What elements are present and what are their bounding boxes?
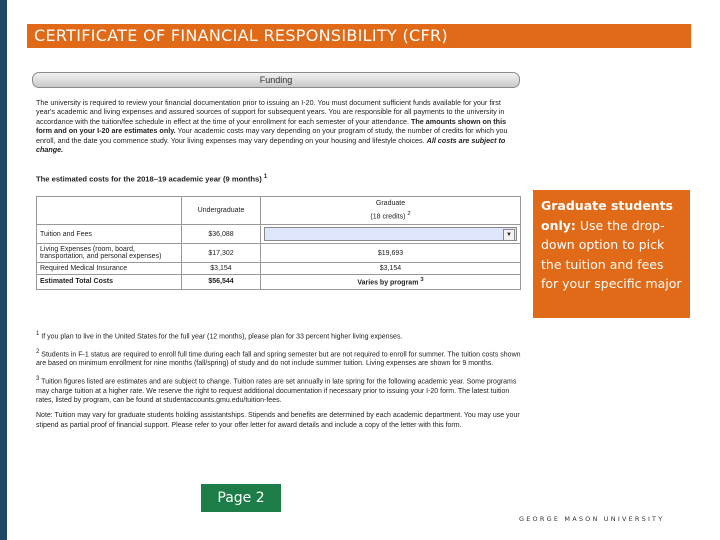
footnote-ref-1: 1	[263, 174, 268, 180]
intro-bold-text: The amounts shown on this form and on your I-20 are estimates only.	[36, 116, 507, 136]
grad-value: Varies by program	[357, 279, 419, 287]
row-label: Tuition and Fees	[37, 225, 182, 244]
col-header-undergraduate: Undergraduate	[182, 197, 261, 225]
table-header-row	[37, 197, 521, 225]
table-header-blank	[37, 197, 182, 225]
section-title-funding: Funding	[32, 72, 520, 88]
intro-text-2: Your academic costs may vary depending on your program of study, the number of credits for which you enroll, and the date you commence study. Your living expenses may vary depending on your housing and lifestyle choices.	[36, 126, 508, 145]
undergrad-value: $56,544	[182, 275, 261, 289]
footnote-1	[36, 330, 526, 342]
table-row	[37, 263, 521, 275]
footnote-3-marker: 3	[36, 375, 40, 382]
table-row-total	[37, 275, 521, 289]
footnote-1-text: If you plan to live in the United States for the full year (12 months), please plan for 33 percent higher living expenses.	[41, 333, 403, 341]
footnote-ref-2: 2	[407, 211, 411, 217]
footnote-2-text: Students in F-1 status are required to enroll full time during each fall and spring semester but are not required to enroll for summer. The tuition costs shown are based on minimum enrollment for nine months (fall/spring) of study and do not include summer tuition. Living expenses are shown for 9 months.	[36, 351, 521, 368]
footnotes	[36, 330, 526, 436]
grad-tuition-cell	[261, 225, 521, 244]
row-label: Living Expenses (room, board, transportation, and personal expenses)	[37, 244, 182, 263]
grad-value: $3,154	[261, 263, 521, 275]
left-accent-bar	[0, 0, 7, 540]
col-header-graduate	[261, 197, 521, 225]
row-label: Required Medical Insurance	[37, 263, 182, 275]
footnote-3-text: Tuition figures listed are estimates and are subject to change. Tuition rates are set annually in late spring for the following academic year. Some programs may charge tuition at a higher rate. We reserve the right to request additional documentation if necessary prior to issuing your I-20 form. The latest tuition rates, listed by program, can be found at studentaccounts.gmu.edu/tuition-fees.	[36, 378, 517, 405]
cost-table	[36, 196, 521, 290]
intro-paragraph	[36, 98, 520, 154]
footnote-ref-3: 3	[420, 277, 424, 284]
footnote-2-marker: 2	[36, 348, 40, 355]
undergrad-value: $36,088	[182, 225, 261, 244]
graduate-tuition-dropdown[interactable]	[264, 227, 517, 241]
footer-university-name: GEORGE MASON UNIVERSITY	[519, 515, 665, 523]
table-row	[37, 225, 521, 244]
grad-value: $19,693	[261, 244, 521, 263]
chevron-down-icon[interactable]: ▼	[503, 229, 515, 241]
page-number-badge: Page 2	[201, 484, 281, 512]
page-title: CERTIFICATE OF FINANCIAL RESPONSIBILITY (CFR)	[27, 24, 691, 48]
footnote-3	[36, 375, 526, 406]
callout-bold-text: Graduate students only:	[541, 198, 674, 233]
undergrad-value: $17,302	[182, 244, 261, 263]
intro-text: The university is required to review your financial documentation prior to issuing an I-20. You must document sufficient funds available for your first year's academic and living expenses and assured sources of support for subsequent years. You are responsible for all payments to the university in accordance with the tuition/fee schedule in effect at the time of your enrollment for each semester of your attendance.	[36, 98, 505, 126]
col-header-graduate-credits: (18 credits)	[370, 213, 406, 221]
estimated-costs-heading	[36, 174, 267, 184]
table-row	[37, 244, 521, 263]
grad-total-cell	[261, 275, 521, 289]
graduate-instructions-callout	[533, 190, 690, 318]
estimated-costs-heading-text: The estimated costs for the 2018–19 academic year (9 months)	[36, 174, 262, 184]
footnote-2	[36, 348, 526, 369]
cfr-document	[32, 68, 532, 468]
footnote-1-marker: 1	[36, 331, 40, 337]
col-header-graduate-label: Graduate	[375, 200, 406, 207]
intro-bold-italic-text: All costs are subject to change.	[36, 135, 506, 155]
row-label: Estimated Total Costs	[37, 275, 182, 289]
callout-text: Use the drop-down option to pick the tuition and fees for your specific major	[541, 217, 682, 291]
assistantship-note: Note: Tuition may vary for graduate students holding assistantships. Stipends and benefits are determined by each academic department. You may use your stipend as partial proof of financial support. Please refer to your offer letter for award details and include a copy of the letter with this form.	[36, 412, 520, 429]
undergrad-value: $3,154	[182, 263, 261, 275]
